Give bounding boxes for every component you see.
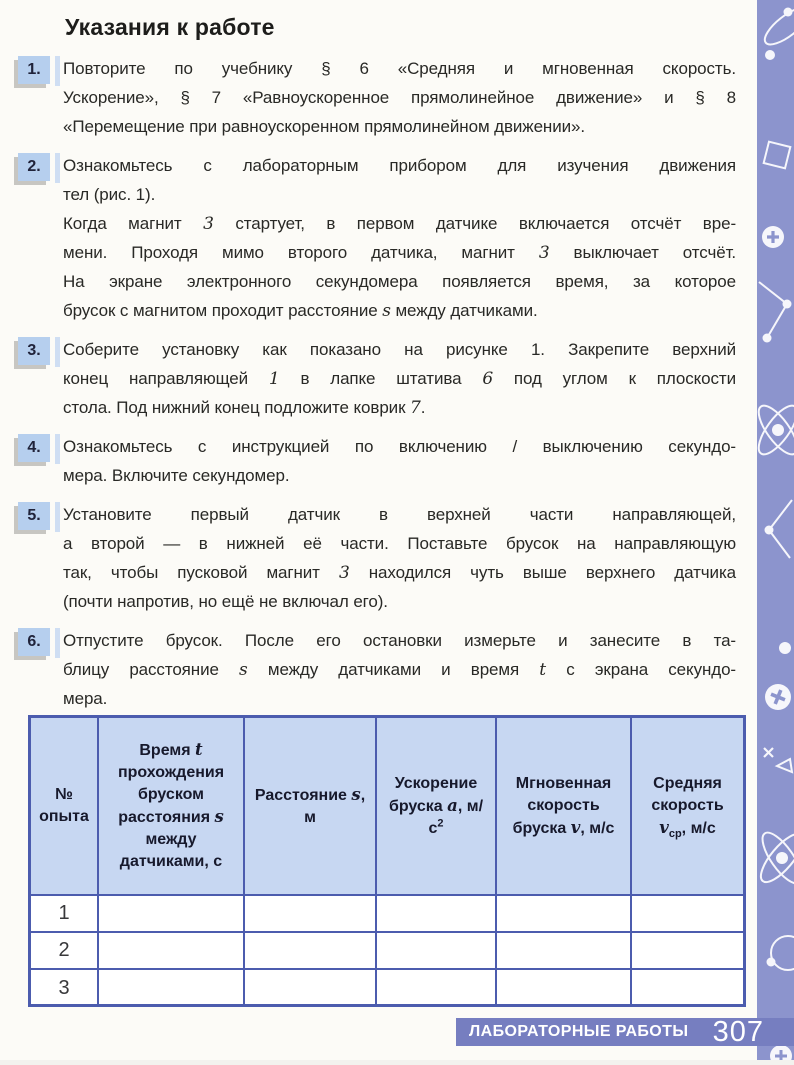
table-cell	[245, 896, 377, 931]
text-line: а второй — в нижней её части. Поставьте брусок на направляющую	[63, 529, 736, 558]
text-line: блицу расстояние s между датчиками и время t с экрана секундо-	[63, 655, 736, 684]
table-cell	[632, 896, 743, 931]
badge-divider	[55, 337, 60, 367]
table-cell	[497, 896, 632, 931]
text-line: Ознакомьтесь с лабораторным прибором для изучения движения	[63, 151, 736, 180]
text-line: конец направляющей 1 в лапке штатива 6 под углом к плоскости	[63, 364, 736, 393]
instruction-item-3	[63, 335, 736, 422]
text-line: мера. Включите секундомер.	[63, 461, 736, 490]
table-cell	[377, 933, 497, 968]
instruction-item-1	[63, 54, 736, 141]
table-header-time: Время t прохождения бруском расстояния s между датчиками, с	[99, 718, 245, 894]
footer-banner	[456, 1018, 794, 1046]
plus-circle-icon	[762, 226, 784, 248]
instruction-text	[63, 626, 736, 713]
instruction-text	[63, 151, 736, 325]
text-line: мени. Проходя мимо второго датчика, магнит 3 выключает отсчёт.	[63, 238, 736, 267]
table-cell	[245, 970, 377, 1007]
instruction-item-5	[63, 500, 736, 616]
table-cell: 1	[31, 896, 99, 931]
table-cell	[497, 933, 632, 968]
text-line: Соберите установку как показано на рисунке 1. Закрепите верхний	[63, 335, 736, 364]
table-cell	[99, 970, 245, 1007]
text-line: Отпустите брусок. После его остановки измерьте и занесите в та-	[63, 626, 736, 655]
text-line: стола. Под нижний конец подложите коврик 7.	[63, 393, 736, 422]
instruction-text	[63, 432, 736, 490]
table-header-instant-speed: Мгновенная скорость бруска v, м/с	[497, 718, 632, 894]
text-line: Ознакомьтесь с инструкцией по включению / выключению секундо-	[63, 432, 736, 461]
item-number-badge: 4.	[18, 434, 50, 462]
decorative-strip	[757, 0, 794, 1060]
table-header-average-speed: Средняя скорость $v_{ср}$, м/с	[632, 718, 743, 894]
badge-divider	[55, 628, 60, 658]
text-line: брусок с магнитом проходит расстояние s между датчиками.	[63, 296, 736, 325]
item-number-badge: 5.	[18, 502, 50, 530]
table-body	[31, 896, 743, 1007]
instruction-item-6	[63, 626, 736, 713]
item-number-badge: 1.	[18, 56, 50, 84]
text-line: (почти напротив, но ещё не включал его).	[63, 587, 736, 616]
instruction-item-4	[63, 432, 736, 490]
instruction-text	[63, 54, 736, 141]
table-header-acceleration: Ускорение бруска a, $м/с^2$	[377, 718, 497, 894]
text-line: тел (рис. 1).	[63, 180, 736, 209]
text-line: На экране электронного секундомера появляется время, за которое	[63, 267, 736, 296]
square-icon	[764, 142, 791, 169]
plus-circle-icon	[770, 1045, 792, 1060]
table-cell	[377, 896, 497, 931]
text-line: Когда магнит 3 стартует, в первом датчике включается отсчёт вре-	[63, 209, 736, 238]
badge-divider	[55, 502, 60, 532]
badge-divider	[55, 56, 60, 86]
table-cell	[99, 933, 245, 968]
atom-icon	[757, 400, 794, 460]
molecule-icon	[759, 282, 792, 343]
table-header-experiment-number: № опыта	[31, 718, 99, 894]
text-line: Повторите по учебнику § 6 «Средняя и мгновенная скорость.	[63, 54, 736, 83]
physics-doodles	[757, 0, 794, 1060]
item-number-badge: 3.	[18, 337, 50, 365]
table-cell: 2	[31, 933, 99, 968]
table-row	[31, 896, 743, 933]
instruction-text	[63, 500, 736, 616]
badge-divider	[55, 153, 60, 183]
cross-triangle-icon	[764, 748, 792, 772]
table-cell	[497, 970, 632, 1007]
text-line: так, чтобы пусковой магнит 3 находился чуть выше верхнего датчика	[63, 558, 736, 587]
table-header-row	[31, 718, 743, 896]
table-cell	[377, 970, 497, 1007]
atom-icon	[760, 1, 794, 60]
plus-circle-icon	[765, 684, 791, 710]
page-title: Указания к работе	[65, 13, 736, 41]
table-header-distance: Расстояние s, м	[245, 718, 377, 894]
table-cell	[632, 933, 743, 968]
text-line: «Перемещение при равноускоренном прямолинейном движении».	[63, 112, 736, 141]
item-number-badge: 2.	[18, 153, 50, 181]
table-cell	[99, 896, 245, 931]
orbit-icon	[767, 936, 794, 970]
text-line: Установите первый датчик в верхней части направляющей,	[63, 500, 736, 529]
item-number-badge: 6.	[18, 628, 50, 656]
text-line: мера.	[63, 684, 736, 713]
table-cell	[632, 970, 743, 1007]
table-cell	[245, 933, 377, 968]
instruction-item-2	[63, 151, 736, 325]
instructions-section	[63, 13, 736, 723]
table-cell: 3	[31, 970, 99, 1007]
atom-icon	[757, 827, 794, 889]
text-line: Ускорение», § 7 «Равноускоренное прямолинейное движение» и § 8	[63, 83, 736, 112]
table-row	[31, 933, 743, 970]
footer-section-label: ЛАБОРАТОРНЫЕ РАБОТЫ	[469, 1023, 688, 1041]
results-table	[28, 715, 746, 1007]
badge-divider	[55, 434, 60, 464]
dot-icon	[779, 642, 791, 654]
molecule-icon	[765, 500, 793, 558]
table-row	[31, 970, 743, 1007]
instruction-text	[63, 335, 736, 422]
page-number: 307	[713, 1018, 764, 1046]
